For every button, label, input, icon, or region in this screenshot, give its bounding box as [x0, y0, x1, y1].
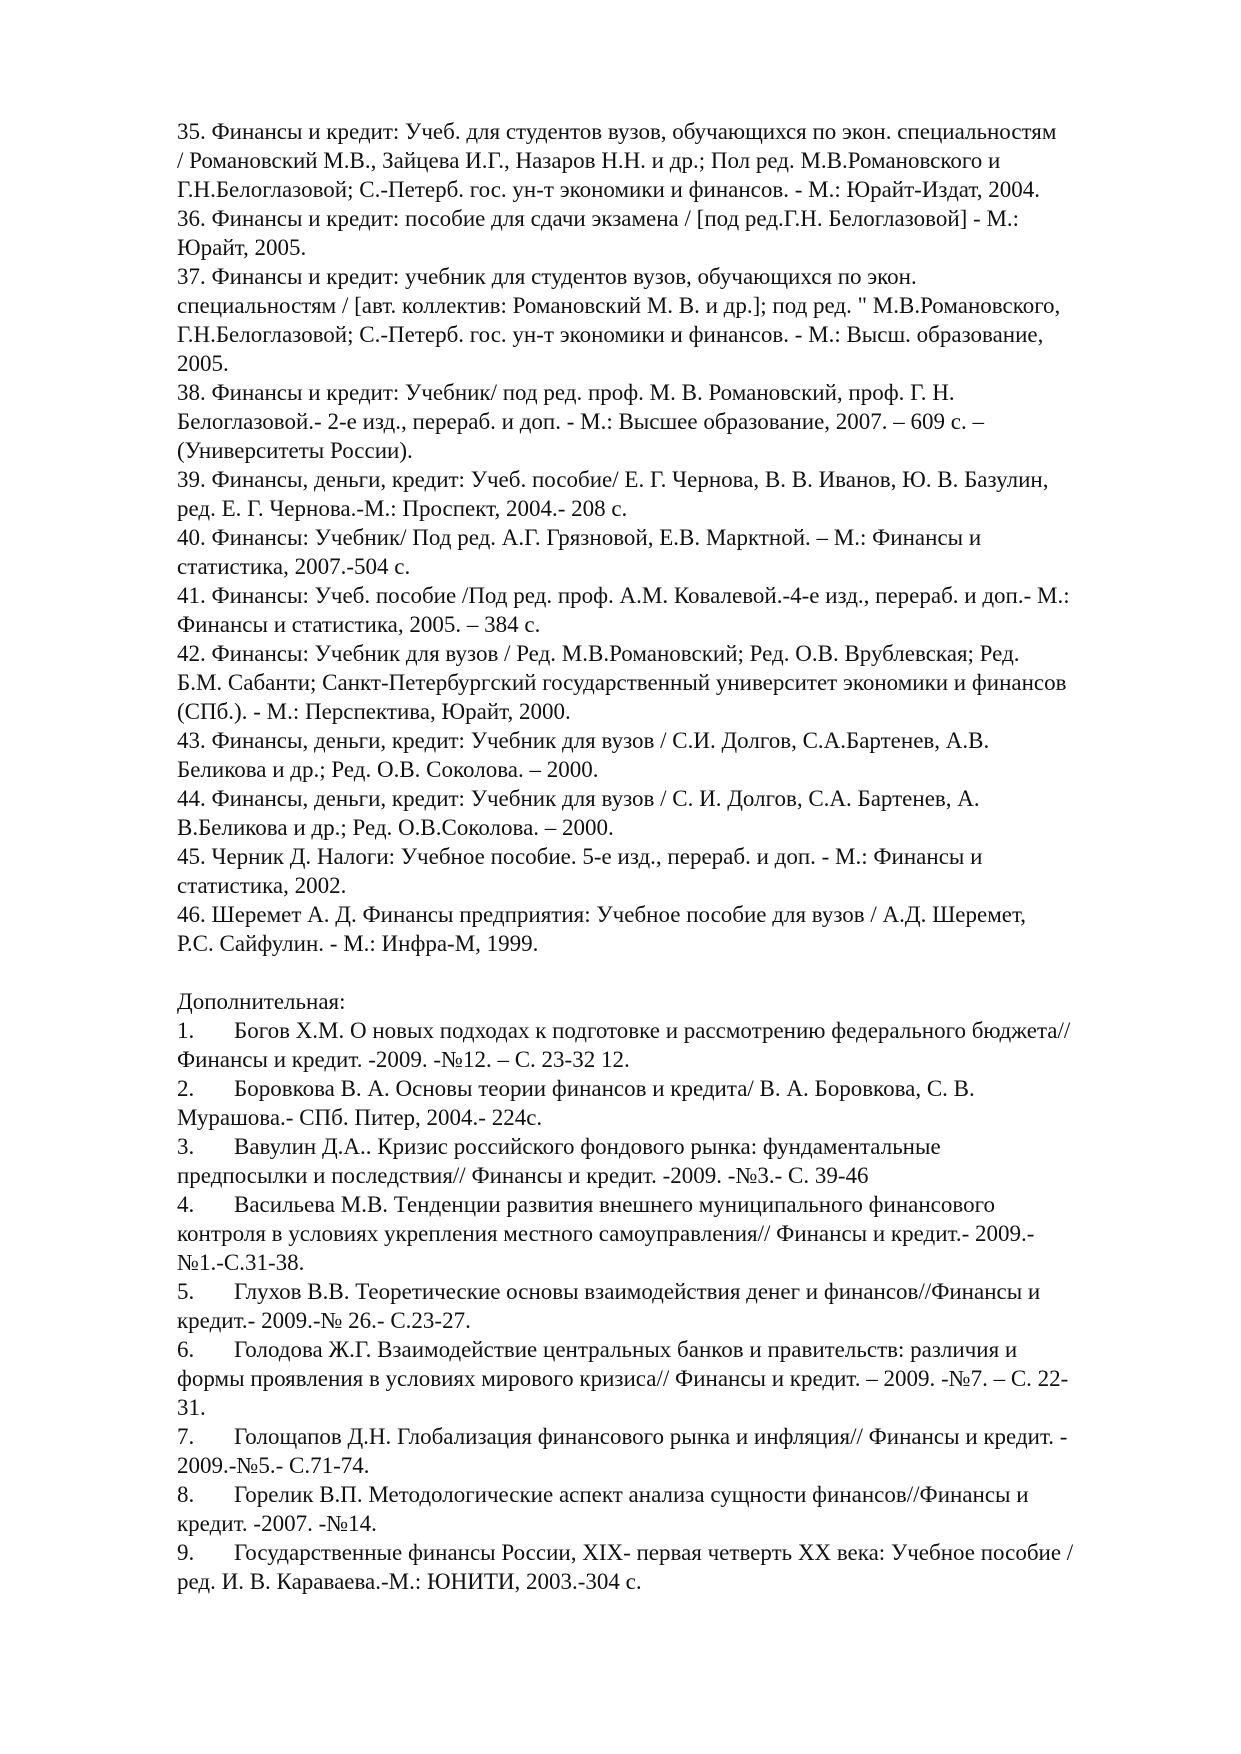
additional-item-6: [177, 1335, 1167, 1422]
item-text: Государственные финансы России, XIX- первая четверть XX века: Учебное пособие /: [234, 1540, 1074, 1565]
item-number: 1.: [177, 1018, 195, 1043]
reference-line: Белоглазовой.- 2-е изд., перераб. и доп. - М.: Высшее образование, 2007. – 609 с. –: [177, 409, 985, 434]
item-line: ред. И. В. Караваева.-М.: ЮНИТИ, 2003.-304 с.: [177, 1569, 642, 1594]
item-text: Голощапов Д.Н. Глобализация финансового рынка и инфляция// Финансы и кредит. -: [234, 1424, 1068, 1449]
additional-item-9: [177, 1538, 1167, 1596]
reference-37: [177, 262, 1167, 378]
item-number: 6.: [177, 1337, 195, 1362]
item-number: 5.: [177, 1279, 195, 1304]
reference-line: Б.М. Сабанти; Санкт-Петербургский государственный университет экономики и финансов: [177, 670, 1067, 695]
reference-line: 37. Финансы и кредит: учебник для студентов вузов, обучающихся по экон.: [177, 264, 917, 289]
reference-42: [177, 639, 1167, 726]
additional-item-3: [177, 1132, 1167, 1190]
item-line: контроля в условиях укрепления местного самоуправления// Финансы и кредит.- 2009.-: [177, 1221, 1035, 1246]
item-text: Голодова Ж.Г. Взаимодействие центральных банков и правительств: различия и: [234, 1337, 1018, 1362]
additional-heading: [177, 987, 1167, 1016]
reference-line: Р.С. Сайфулин. - М.: Инфра-М, 1999.: [177, 931, 539, 956]
item-line: 2009.-№5.- С.71-74.: [177, 1453, 370, 1478]
reference-line: статистика, 2007.-504 с.: [177, 554, 411, 579]
reference-line: 40. Финансы: Учебник/ Под ред. А.Г. Грязновой, Е.В. Марктной. – М.: Финансы и: [177, 525, 982, 550]
reference-35: [177, 117, 1167, 204]
item-number: 9.: [177, 1540, 195, 1565]
reference-line: 36. Финансы и кредит: пособие для сдачи экзамена / [под ред.Г.Н. Белоглазовой] - М.:: [177, 206, 1020, 231]
item-line: Финансы и кредит. -2009. -№12. – С. 23-32 12.: [177, 1047, 630, 1072]
reference-line: Финансы и статистика, 2005. – 384 с.: [177, 612, 541, 637]
item-text: Богов Х.М. О новых подходах к подготовке и рассмотрению федерального бюджета//: [234, 1018, 1071, 1043]
item-text: Глухов В.В. Теоретические основы взаимодействия денег и финансов//Финансы и: [234, 1279, 1041, 1304]
item-number: 8.: [177, 1482, 195, 1507]
section-heading: Дополнительная:: [177, 989, 346, 1014]
item-number: 7.: [177, 1424, 195, 1449]
reference-46: [177, 900, 1167, 958]
reference-line: Г.Н.Белоглазовой; С.-Петерб. гос. ун-т экономики и финансов. - М.: Высш. образование,: [177, 322, 1044, 347]
reference-44: [177, 784, 1167, 842]
reference-line: (СПб.). - М.: Перспектива, Юрайт, 2000.: [177, 699, 571, 724]
reference-line: 44. Финансы, деньги, кредит: Учебник для вузов / С. И. Долгов, С.А. Бартенев, А.: [177, 786, 980, 811]
item-line: кредит.- 2009.-№ 26.- С.23-27.: [177, 1308, 471, 1333]
item-number: 4.: [177, 1192, 195, 1217]
item-line: предпосылки и последствия// Финансы и кредит. -2009. -№3.- С. 39-46: [177, 1163, 869, 1188]
item-text: Горелик В.П. Методологические аспект анализа сущности финансов//Финансы и: [234, 1482, 1029, 1507]
additional-item-2: [177, 1074, 1167, 1132]
reference-line: (Университеты России).: [177, 438, 413, 463]
reference-line: статистика, 2002.: [177, 873, 347, 898]
reference-line: / Романовский М.В., Зайцева И.Г., Назаров Н.Н. и др.; Пол ред. М.В.Романовского и: [177, 148, 1001, 173]
item-line: формы проявления в условиях мирового кризиса// Финансы и кредит. – 2009. -№7. – С. 22-: [177, 1366, 1069, 1391]
item-line: Мурашова.- СПб. Питер, 2004.- 224с.: [177, 1105, 543, 1130]
reference-line: Г.Н.Белоглазовой; С.-Петерб. гос. ун-т экономики и финансов. - М.: Юрайт-Издат, 2004.: [177, 177, 1040, 202]
reference-43: [177, 726, 1167, 784]
reference-line: 43. Финансы, деньги, кредит: Учебник для вузов / С.И. Долгов, С.А.Бартенев, А.В.: [177, 728, 990, 753]
item-text: Вавулин Д.А.. Кризис российского фондового рынка: фундаментальные: [234, 1134, 941, 1159]
item-line: кредит. -2007. -№14.: [177, 1511, 377, 1536]
reference-38: [177, 378, 1167, 465]
reference-line: специальностям / [авт. коллектив: Романовский М. В. и др.]; под ред. " М.В.Романовского,: [177, 293, 1061, 318]
additional-item-8: [177, 1480, 1167, 1538]
additional-item-7: [177, 1422, 1167, 1480]
reference-40: [177, 523, 1167, 581]
item-number: 3.: [177, 1134, 195, 1159]
reference-line: 45. Черник Д. Налоги: Учебное пособие. 5-е изд., перераб. и доп. - М.: Финансы и: [177, 844, 983, 869]
reference-45: [177, 842, 1167, 900]
item-text: Боровкова В. А. Основы теории финансов и кредита/ В. А. Боровкова, С. В.: [234, 1076, 975, 1101]
additional-item-1: [177, 1016, 1167, 1074]
reference-line: 38. Финансы и кредит: Учебник/ под ред. проф. М. В. Романовский, проф. Г. Н.: [177, 380, 955, 405]
reference-line: 39. Финансы, деньги, кредит: Учеб. пособие/ Е. Г. Чернова, В. В. Иванов, Ю. В. Базулин,: [177, 467, 1049, 492]
item-line: №1.-С.31-38.: [177, 1250, 305, 1275]
document-page: [177, 117, 1167, 1596]
reference-line: Юрайт, 2005.: [177, 235, 307, 260]
reference-line: 46. Шеремет А. Д. Финансы предприятия: Учебное пособие для вузов / А.Д. Шеремет,: [177, 902, 1027, 927]
reference-line: ред. Е. Г. Чернова.-М.: Проспект, 2004.- 208 с.: [177, 496, 628, 521]
reference-36: [177, 204, 1167, 262]
reference-line: 41. Финансы: Учеб. пособие /Под ред. проф. А.М. Ковалевой.-4-е изд., перераб. и доп.- М.:: [177, 583, 1070, 608]
reference-41: [177, 581, 1167, 639]
item-line: 31.: [177, 1395, 206, 1420]
blank-line: [177, 958, 1167, 987]
reference-39: [177, 465, 1167, 523]
reference-line: 42. Финансы: Учебник для вузов / Ред. М.В.Романовский; Ред. О.В. Врублевская; Ред.: [177, 641, 1020, 666]
item-number: 2.: [177, 1076, 195, 1101]
reference-line: 35. Финансы и кредит: Учеб. для студентов вузов, обучающихся по экон. специальностям: [177, 119, 1057, 144]
additional-item-5: [177, 1277, 1167, 1335]
additional-item-4: [177, 1190, 1167, 1277]
reference-line: Беликова и др.; Ред. О.В. Соколова. – 2000.: [177, 757, 599, 782]
item-text: Васильева М.В. Тенденции развития внешнего муниципального финансового: [234, 1192, 995, 1217]
reference-line: 2005.: [177, 351, 229, 376]
reference-line: В.Беликова и др.; Ред. О.В.Соколова. – 2000.: [177, 815, 614, 840]
